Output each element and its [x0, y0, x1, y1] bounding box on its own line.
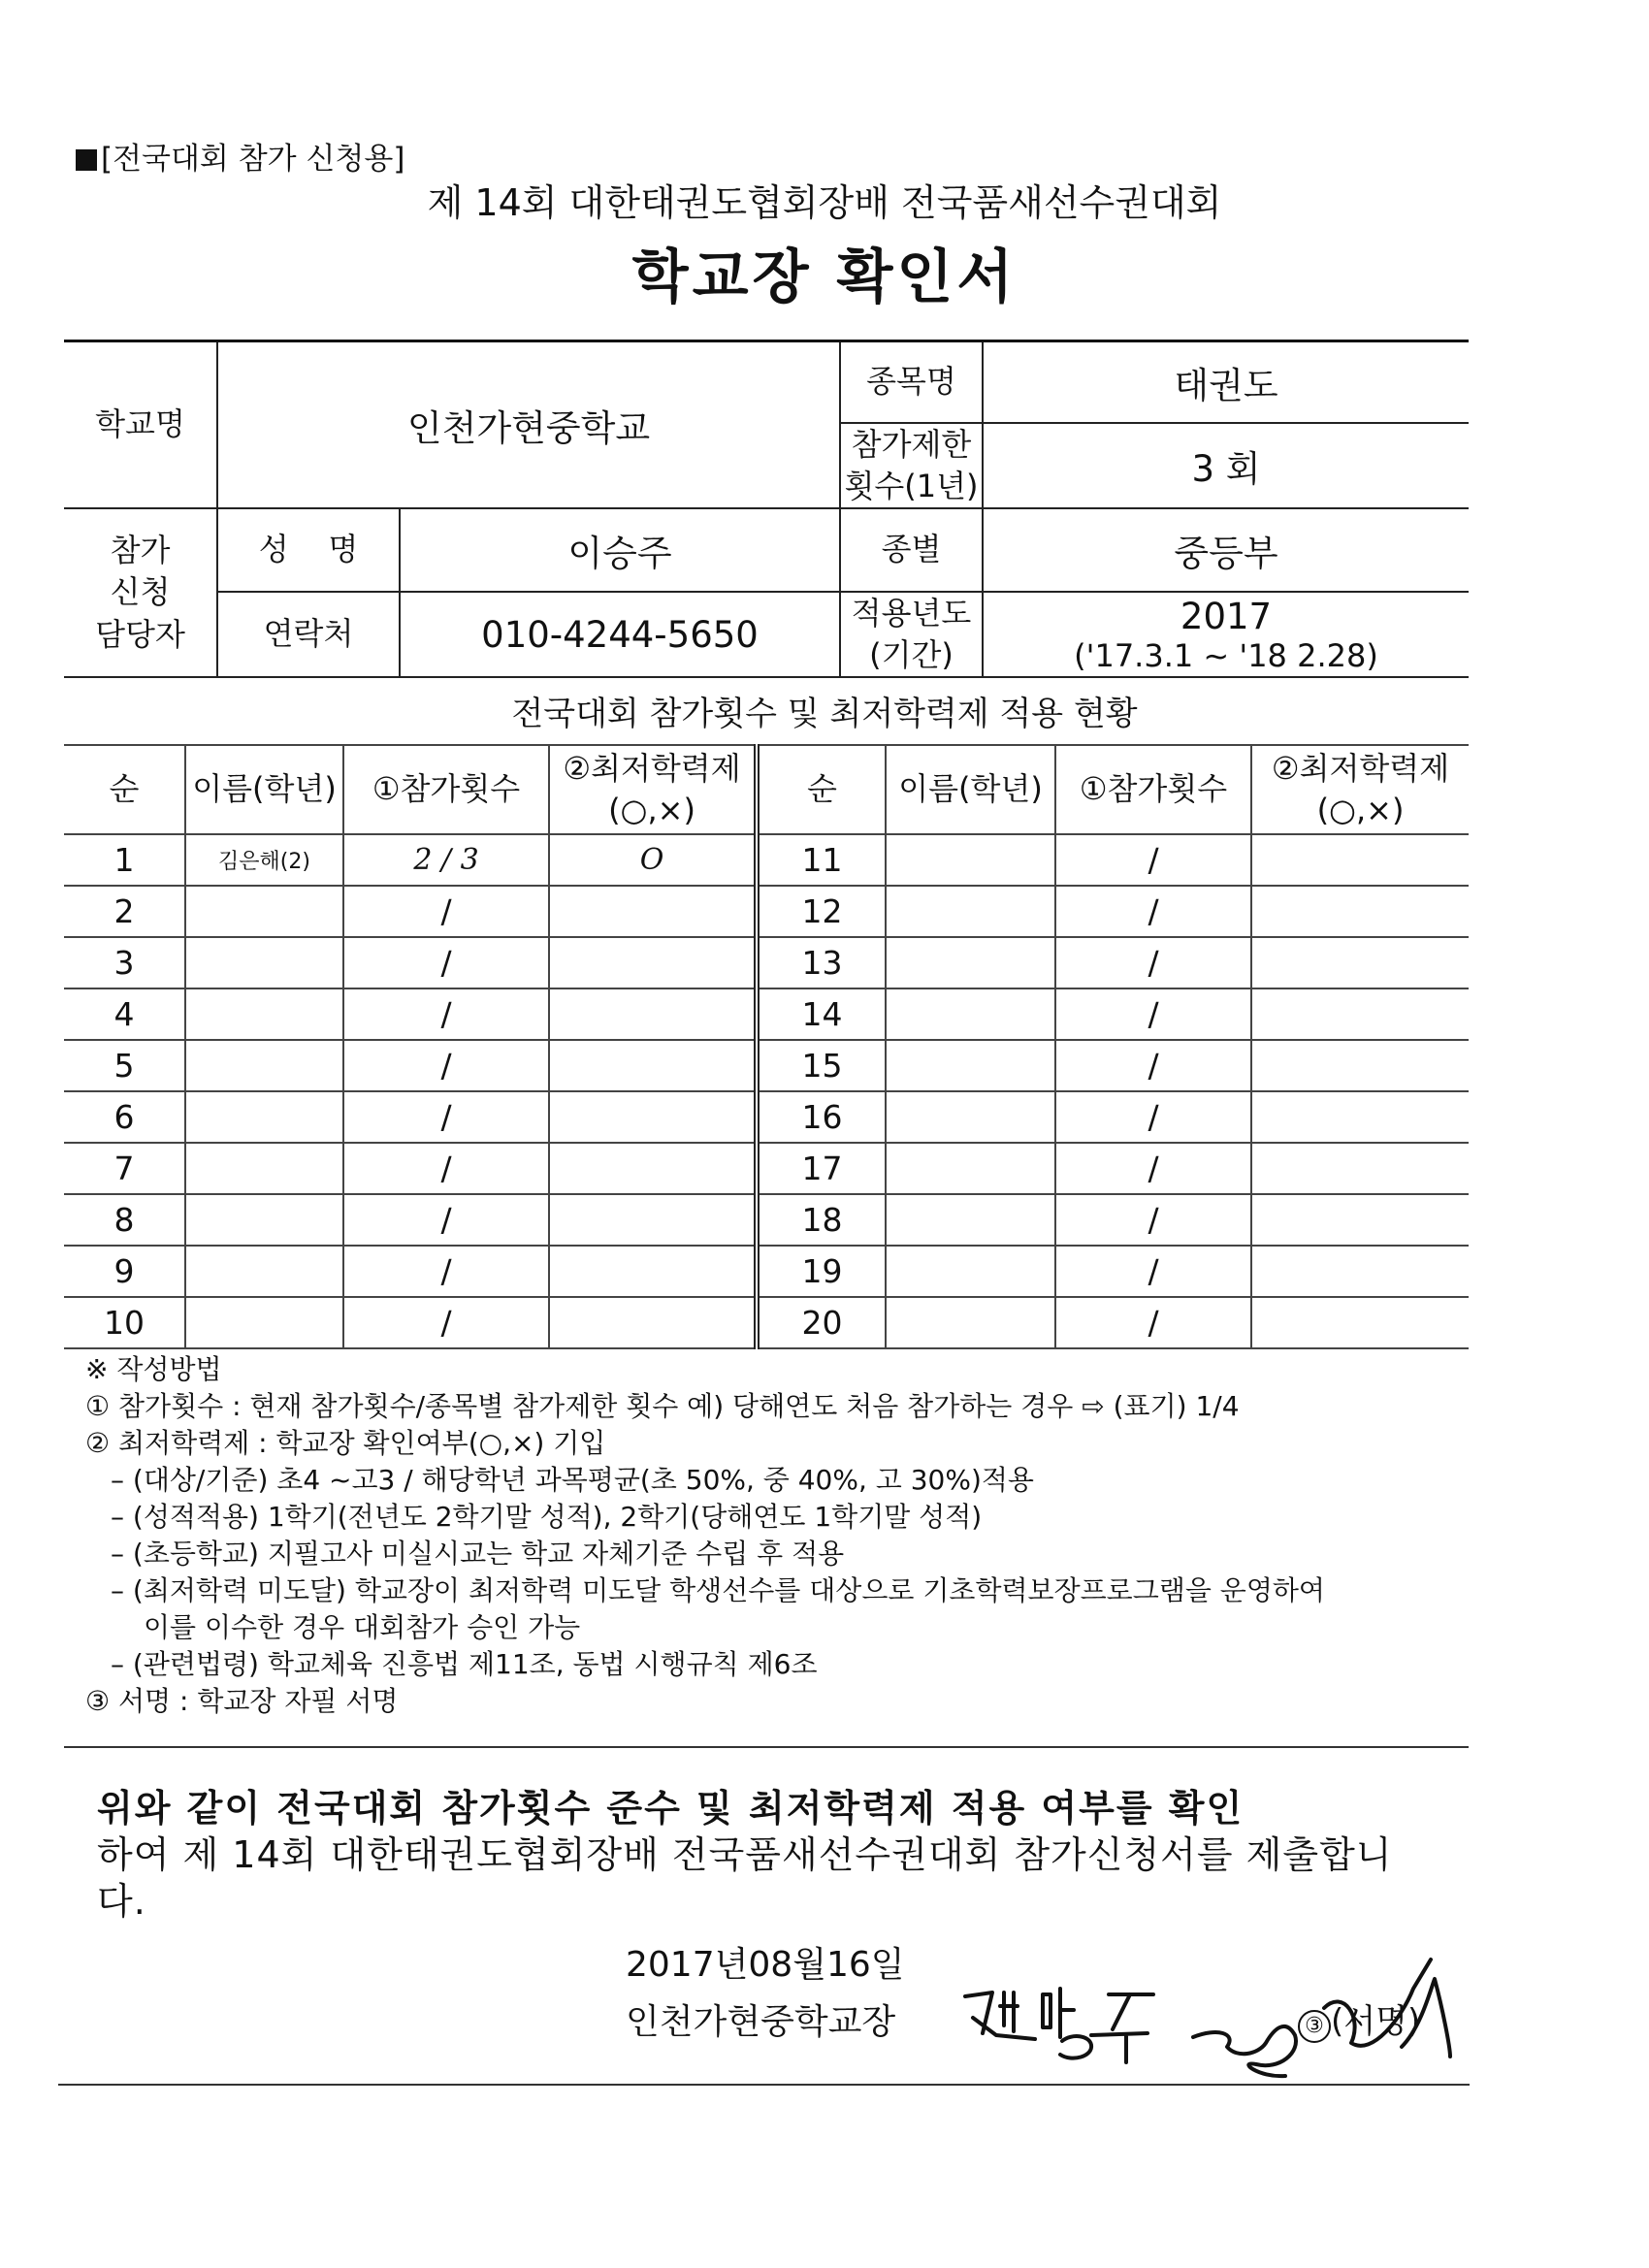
- division-value: 중등부: [983, 508, 1469, 592]
- student-name-2: [886, 1194, 1055, 1246]
- instruction-line: – (성적적용) 1학기(전년도 2학기말 성적), 2학기(당해연도 1학기말 성적): [111, 1501, 983, 1533]
- academic-check: [549, 1143, 757, 1194]
- row-number-2: 15: [757, 1040, 886, 1091]
- sign-label-text: (서명): [1331, 2002, 1421, 2041]
- header-academic-2: [1251, 745, 1469, 834]
- contact-person-label: [64, 508, 217, 677]
- table-row: [64, 886, 1469, 937]
- student-name-2: [886, 988, 1055, 1040]
- header-academic-line1: ②최저학력제: [563, 749, 741, 787]
- status-subtitle: 전국대회 참가횟수 및 최저학력제 적용 현황: [511, 695, 1138, 733]
- header-academic: [549, 745, 757, 834]
- signature-label: [1298, 1994, 1420, 2043]
- event-title: 제 14회 대한태권도협회장배 전국품새선수권대회: [427, 181, 1222, 224]
- instruction-line: – (최저학력 미도달) 학교장이 최저학력 미도달 학생선수를 대상으로 기초학력보장프로그램을 운영하여: [111, 1574, 1325, 1606]
- period-value: ('17.3.1 ~ '18 2.28): [1074, 636, 1378, 674]
- academic-check: O: [549, 834, 757, 886]
- academic-check: [549, 1091, 757, 1143]
- participation-count: /: [343, 886, 549, 937]
- participation-count: /: [343, 1143, 549, 1194]
- instructions: [85, 1351, 1472, 1720]
- student-name-2: [886, 834, 1055, 886]
- row-number: 10: [64, 1297, 185, 1348]
- row-number-2: 11: [757, 834, 886, 886]
- participation-count-2: /: [1055, 886, 1251, 937]
- contact-label-line3: 담당자: [95, 615, 185, 653]
- academic-check: [549, 886, 757, 937]
- header-no: 순: [64, 745, 185, 834]
- table-row: [64, 1091, 1469, 1143]
- instruction-line: – (초등학교) 지필고사 미실시교는 학교 자체기준 수립 후 적용: [111, 1538, 845, 1570]
- row-number: 8: [64, 1194, 185, 1246]
- instructions-heading: ※ 작성방법: [85, 1353, 222, 1385]
- declaration-line1: 위와 같이 전국대회 참가횟수 준수 및 최저학력제 적용 여부를 확인: [97, 1787, 1245, 1830]
- submission-date: 2017년08월16일: [626, 1945, 905, 1985]
- student-name: [185, 1040, 343, 1091]
- row-number: 3: [64, 937, 185, 988]
- declaration-line3: 다.: [97, 1880, 146, 1923]
- instruction-line: – (대상/기준) 초4 ~고3 / 해당학년 과목평균(초 50%, 중 40%, 고 30%)적용: [111, 1464, 1034, 1496]
- sport-label: 종목명: [840, 341, 983, 423]
- row-number-2: 14: [757, 988, 886, 1040]
- document-title: 학교장 확인서: [631, 243, 1018, 311]
- header-name: 이름(학년): [185, 745, 343, 834]
- participation-count: /: [343, 988, 549, 1040]
- name-value: 이승주: [400, 508, 840, 592]
- limit-value: 3 회: [983, 423, 1469, 508]
- limit-label-line1: 참가제한: [851, 425, 972, 463]
- square-bullet-icon: [76, 149, 97, 171]
- student-name: [185, 988, 343, 1040]
- year-cell: [983, 592, 1469, 677]
- header-count-2: ①참가횟수: [1055, 745, 1251, 834]
- table-row: [64, 1194, 1469, 1246]
- participation-table: [64, 744, 1469, 1349]
- student-name: [185, 886, 343, 937]
- school-label: 학교명: [64, 341, 217, 508]
- row-number-2: 18: [757, 1194, 886, 1246]
- table-row: [64, 1143, 1469, 1194]
- table-row: [64, 937, 1469, 988]
- academic-check-2: [1251, 1091, 1469, 1143]
- phone-value: 010-4244-5650: [400, 592, 840, 677]
- year-label-line2: (기간): [869, 636, 954, 674]
- academic-check-2: [1251, 834, 1469, 886]
- row-number: 5: [64, 1040, 185, 1091]
- row-number-2: 12: [757, 886, 886, 937]
- academic-check-2: [1251, 1246, 1469, 1297]
- row-number: 7: [64, 1143, 185, 1194]
- participation-count-2: /: [1055, 1143, 1251, 1194]
- section-divider: [64, 1746, 1469, 1748]
- header-name-2: 이름(학년): [886, 745, 1055, 834]
- student-name: [185, 1143, 343, 1194]
- sign-circle-number: ③: [1298, 2010, 1331, 2043]
- participation-count: /: [343, 1297, 549, 1348]
- student-name-2: [886, 886, 1055, 937]
- academic-check: [549, 1194, 757, 1246]
- academic-check: [549, 1040, 757, 1091]
- table-row: [64, 1297, 1469, 1348]
- participation-count: /: [343, 1194, 549, 1246]
- table-row: [64, 1246, 1469, 1297]
- participation-count-2: /: [1055, 988, 1251, 1040]
- instruction-line: ② 최저학력제 : 학교장 확인여부(○,×) 기입: [85, 1427, 606, 1459]
- principal-title: 인천가현중학교장: [626, 2002, 896, 2042]
- academic-check: [549, 937, 757, 988]
- participation-count-2: /: [1055, 1091, 1251, 1143]
- school-value: 인천가현중학교: [217, 341, 840, 508]
- participation-count-2: /: [1055, 937, 1251, 988]
- bottom-divider: [58, 2084, 1470, 2086]
- contact-label-line1: 참가: [110, 532, 171, 569]
- academic-check: [549, 1246, 757, 1297]
- academic-check: [549, 1297, 757, 1348]
- academic-check-2: [1251, 1297, 1469, 1348]
- name-label: 성 명: [217, 508, 400, 592]
- row-number: 2: [64, 886, 185, 937]
- table-row: [64, 834, 1469, 886]
- student-name-2: [886, 1246, 1055, 1297]
- student-name: [185, 1194, 343, 1246]
- student-name-2: [886, 1040, 1055, 1091]
- student-name: [185, 1246, 343, 1297]
- instruction-line: – (관련법령) 학교체육 진흥법 제11조, 동법 시행규칙 제6조: [111, 1648, 818, 1680]
- student-name-2: [886, 1143, 1055, 1194]
- year-label-line1: 적용년도: [851, 594, 972, 632]
- header-count: ①참가횟수: [343, 745, 549, 834]
- participation-count: /: [343, 937, 549, 988]
- row-number-2: 17: [757, 1143, 886, 1194]
- participation-header-row: [64, 745, 1469, 834]
- academic-check-2: [1251, 988, 1469, 1040]
- row-number-2: 20: [757, 1297, 886, 1348]
- sport-value: 태권도: [983, 341, 1469, 423]
- row-number: 9: [64, 1246, 185, 1297]
- participation-count: 2 / 3: [343, 834, 549, 886]
- year-label: [840, 592, 983, 677]
- row-number-2: 19: [757, 1246, 886, 1297]
- header-academic-line2: (○,×): [608, 792, 695, 828]
- academic-check-2: [1251, 1143, 1469, 1194]
- header-no-2: 순: [757, 745, 886, 834]
- academic-check-2: [1251, 886, 1469, 937]
- participation-count-2: /: [1055, 1040, 1251, 1091]
- participation-count: /: [343, 1246, 549, 1297]
- table-row: [64, 1040, 1469, 1091]
- student-name: [185, 937, 343, 988]
- row-number-2: 16: [757, 1091, 886, 1143]
- row-number: 1: [64, 834, 185, 886]
- row-number: 4: [64, 988, 185, 1040]
- header-academic-2-line1: ②최저학력제: [1271, 749, 1450, 787]
- division-label: 종별: [840, 508, 983, 592]
- student-name-2: [886, 1091, 1055, 1143]
- participation-count-2: /: [1055, 1297, 1251, 1348]
- instruction-line: ③ 서명 : 학교장 자필 서명: [85, 1685, 399, 1717]
- student-name: [185, 1091, 343, 1143]
- applicant-info-table: [64, 340, 1469, 678]
- row-number: 6: [64, 1091, 185, 1143]
- phone-label: 연락처: [217, 592, 400, 677]
- form-tag-text: [전국대회 참가 신청용]: [101, 142, 405, 177]
- declaration-line2: 하여 제 14회 대한태권도협회장배 전국품새선수권대회 참가신청서를 제출합니: [97, 1833, 1393, 1876]
- instruction-line: 이를 이수한 경우 대회참가 승인 가능: [144, 1611, 581, 1643]
- academic-check: [549, 988, 757, 1040]
- participation-count-2: /: [1055, 834, 1251, 886]
- academic-check-2: [1251, 1040, 1469, 1091]
- student-name: [185, 1297, 343, 1348]
- row-number-2: 13: [757, 937, 886, 988]
- participation-count: /: [343, 1040, 549, 1091]
- student-name: 김은해(2): [185, 834, 343, 886]
- academic-check-2: [1251, 1194, 1469, 1246]
- student-name-2: [886, 1297, 1055, 1348]
- student-name-2: [886, 937, 1055, 988]
- declaration: [97, 1785, 1474, 1925]
- participation-count-2: /: [1055, 1246, 1251, 1297]
- limit-label: [840, 423, 983, 508]
- form-tag: [76, 134, 404, 178]
- contact-label-line2: 신청: [110, 573, 171, 611]
- limit-label-line2: 횟수(1년): [844, 467, 979, 504]
- participation-count: /: [343, 1091, 549, 1143]
- academic-check-2: [1251, 937, 1469, 988]
- table-row: [64, 988, 1469, 1040]
- participation-count-2: /: [1055, 1194, 1251, 1246]
- instruction-line: ① 참가횟수 : 현재 참가횟수/종목별 참가제한 횟수 예) 당해연도 처음 참가하는 경우 ⇨ (표기) 1/4: [85, 1390, 1240, 1422]
- header-academic-2-line2: (○,×): [1316, 792, 1405, 828]
- year-value: 2017: [1180, 595, 1273, 637]
